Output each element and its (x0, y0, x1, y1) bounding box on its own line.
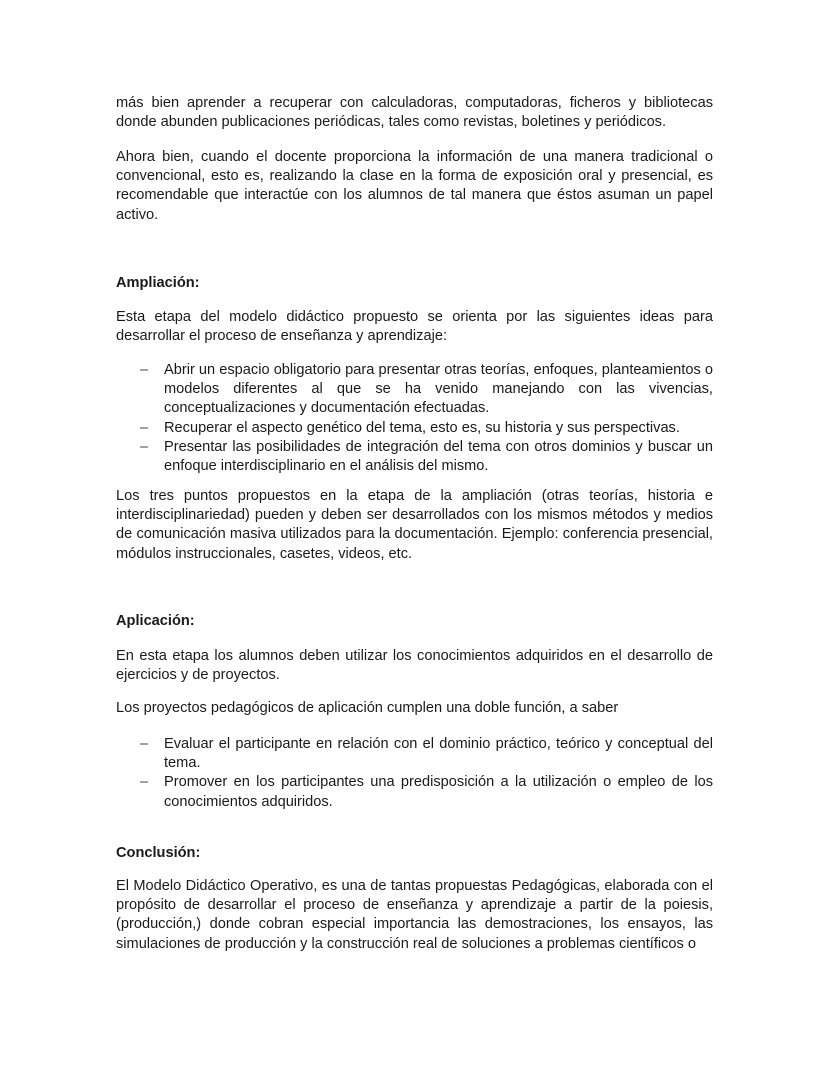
list-item (116, 438, 713, 476)
list-item (116, 773, 713, 811)
dash-bullet: – (140, 736, 149, 752)
paragraph: En esta etapa los alumnos deben utilizar los conocimientos adquiridos en el desarrollo de ejercicios y de proyectos. (116, 648, 713, 684)
list-item-text: Abrir un espacio obligatorio para presentar otras teorías, enfoques, planteamientos o modelos diferentes al que se ha venido manejando con las vivencias, conceptualizaciones y documentación efectuadas. (164, 362, 713, 417)
list-item (116, 419, 713, 438)
dash-bullet: – (140, 774, 149, 791)
dash-bullet: – (140, 419, 149, 436)
list-item-text: Promover en los participantes una predisposición a la utilización o empleo de los conocimientos adquiridos. (164, 774, 713, 810)
paragraph: Los proyectos pedagógicos de aplicación cumplen una doble función, a saber (116, 700, 619, 716)
section-heading-aplicacion: Aplicación: (116, 613, 195, 629)
list-item-text: Evaluar el participante en relación con el dominio práctico, teórico y conceptual del tema. (164, 736, 713, 772)
paragraph: más bien aprender a recuperar con calculadoras, computadoras, ficheros y bibliotecas donde abunden publicaciones periódicas, tales como revistas, boletines y periódicos. (116, 95, 713, 131)
list-item-text: Presentar las posibilidades de integración del tema con otros dominios y buscar un enfoque interdisciplinario en el análisis del mismo. (164, 438, 713, 475)
paragraph: Esta etapa del modelo didáctico propuesto se orienta por las siguientes ideas para desarrollar el proceso de enseñanza y aprendizaje: (116, 309, 713, 345)
paragraph: El Modelo Didáctico Operativo, es una de tantas propuestas Pedagógicas, elaborada con el propósito de desarrollar el proceso de enseñanza y aprendizaje a partir de la poiesis, (producción,) donde cobran especial importancia las demostraciones, los ensayos, las simulaciones de producción y la construcción real de soluciones a problemas científicos o (116, 878, 713, 952)
section-heading-ampliacion: Ampliación: (116, 275, 200, 291)
section-heading-conclusion: Conclusión: (116, 845, 201, 861)
list-item (116, 735, 713, 773)
dash-bullet: – (140, 438, 149, 455)
list-item (116, 361, 713, 419)
bullet-list-aplicacion (116, 735, 713, 812)
bullet-list-ampliacion (116, 361, 713, 476)
dash-bullet: – (140, 362, 149, 378)
list-item-text: Recuperar el aspecto genético del tema, esto es, su historia y sus perspectivas. (164, 419, 680, 436)
paragraph: Ahora bien, cuando el docente proporciona la información de una manera tradicional o convencional, esto es, realizando la clase en la forma de exposición oral y presencial, es recomendable que interactúe con los alumnos de tal manera que éstos asuman un papel activo. (116, 149, 713, 223)
paragraph: Los tres puntos propuestos en la etapa de la ampliación (otras teorías, historia e interdisciplinariedad) pueden y deben ser desarrollados con los mismos métodos y medios de comunicación masiva utilizados para la documentación. Ejemplo: conferencia presencial, módulos instruccionales, casetes, videos, etc. (116, 488, 713, 562)
